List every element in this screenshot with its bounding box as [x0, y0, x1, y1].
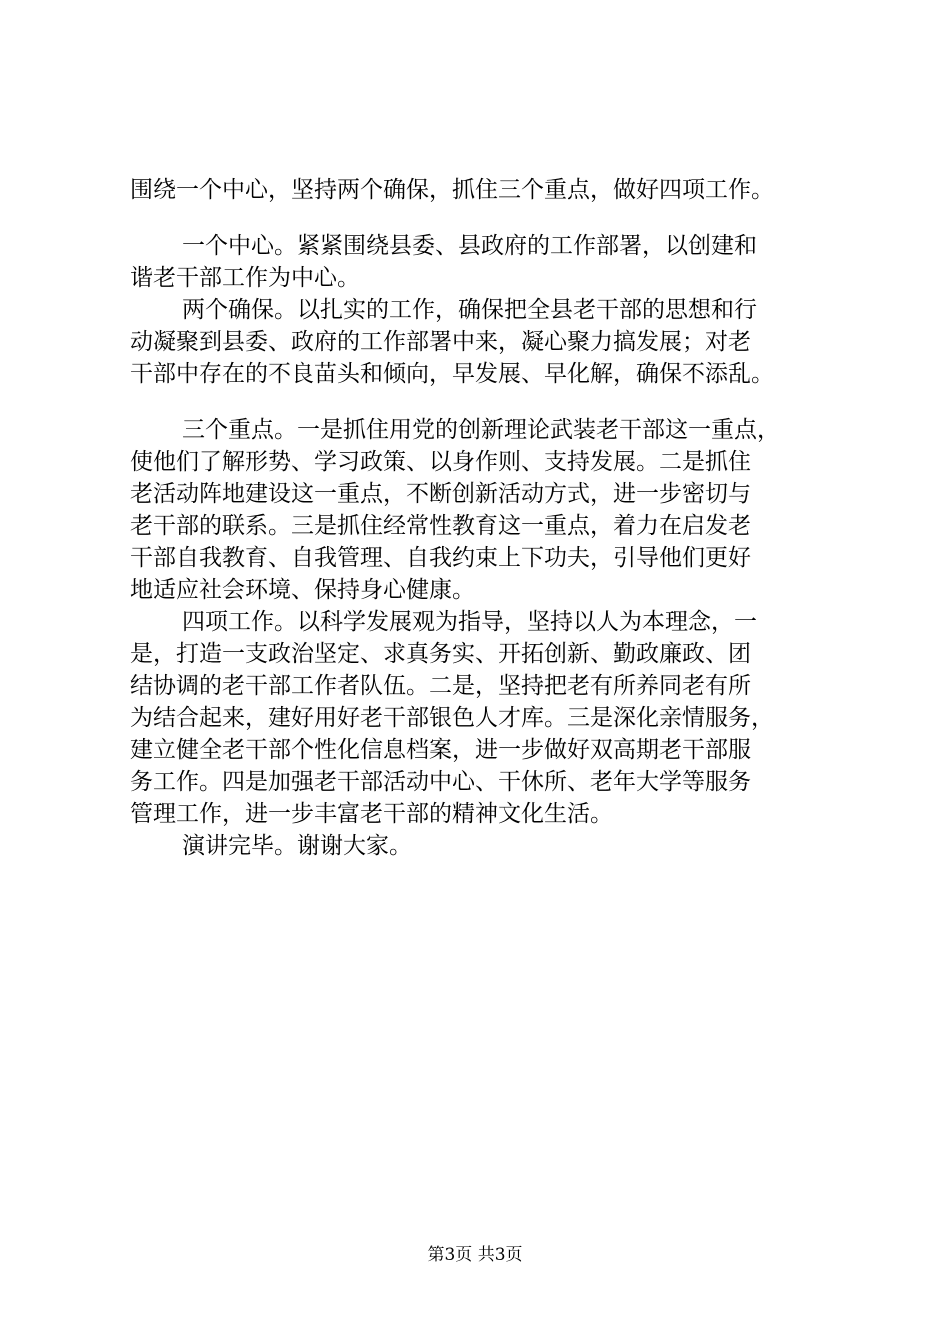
- paragraph-ensure-line-3: 干部中存在的不良苗头和倾向，早发展、早化解，确保不添乱。: [130, 361, 774, 387]
- paragraph-ensure-line-2: 动凝聚到县委、政府的工作部署中来，凝心聚力搞发展；对老: [130, 329, 751, 355]
- paragraph-gap: [130, 390, 850, 414]
- paragraph-work-line-2: 是，打造一支政治坚定、求真务实、开拓创新、勤政廉政、团: [130, 641, 751, 667]
- paragraph-work-line-6: 务工作。四是加强老干部活动中心、干休所、老年大学等服务: [130, 769, 751, 795]
- paragraph-focus-line-1: 三个重点。一是抓住用党的创新理论武装老干部这一重点，: [182, 417, 780, 443]
- paragraph-work-line-5: 建立健全老干部个性化信息档案，进一步做好双高期老干部服: [130, 737, 751, 763]
- paragraph-gap: [130, 206, 850, 230]
- paragraph-work-line-3: 结协调的老干部工作者队伍。二是，坚持把老有所养同老有所: [130, 673, 751, 699]
- document-body: [130, 174, 850, 862]
- paragraph-center-line-2: 谐老干部工作为中心。: [130, 265, 360, 291]
- summary-line: 围绕一个中心，坚持两个确保，抓住三个重点，做好四项工作。: [130, 177, 774, 203]
- paragraph-focus-line-3: 老活动阵地建设这一重点，不断创新活动方式，进一步密切与: [130, 481, 751, 507]
- paragraph-work-line-1: 四项工作。以科学发展观为指导，坚持以人为本理念，一: [182, 609, 757, 635]
- paragraph-focus-line-6: 地适应社会环境、保持身心健康。: [130, 577, 475, 603]
- paragraph-center-line-1: 一个中心。紧紧围绕县委、县政府的工作部署，以创建和: [182, 233, 757, 259]
- paragraph-focus-line-5: 干部自我教育、自我管理、自我约束上下功夫，引导他们更好: [130, 545, 751, 571]
- paragraph-focus-line-4: 老干部的联系。三是抓住经常性教育这一重点，着力在启发老: [130, 513, 751, 539]
- paragraph-ensure-line-1: 两个确保。以扎实的工作，确保把全县老干部的思想和行: [182, 297, 757, 323]
- paragraph-work-line-4: 为结合起来，建好用好老干部银色人才库。三是深化亲情服务，: [130, 705, 774, 731]
- page-number-footer: 第3页 共3页: [427, 1245, 523, 1265]
- paragraph-focus-line-2: 使他们了解形势、学习政策、以身作则、支持发展。二是抓住: [130, 449, 751, 475]
- closing-line: 演讲完毕。谢谢大家。: [182, 833, 412, 859]
- paragraph-work-line-7: 管理工作，进一步丰富老干部的精神文化生活。: [130, 801, 613, 827]
